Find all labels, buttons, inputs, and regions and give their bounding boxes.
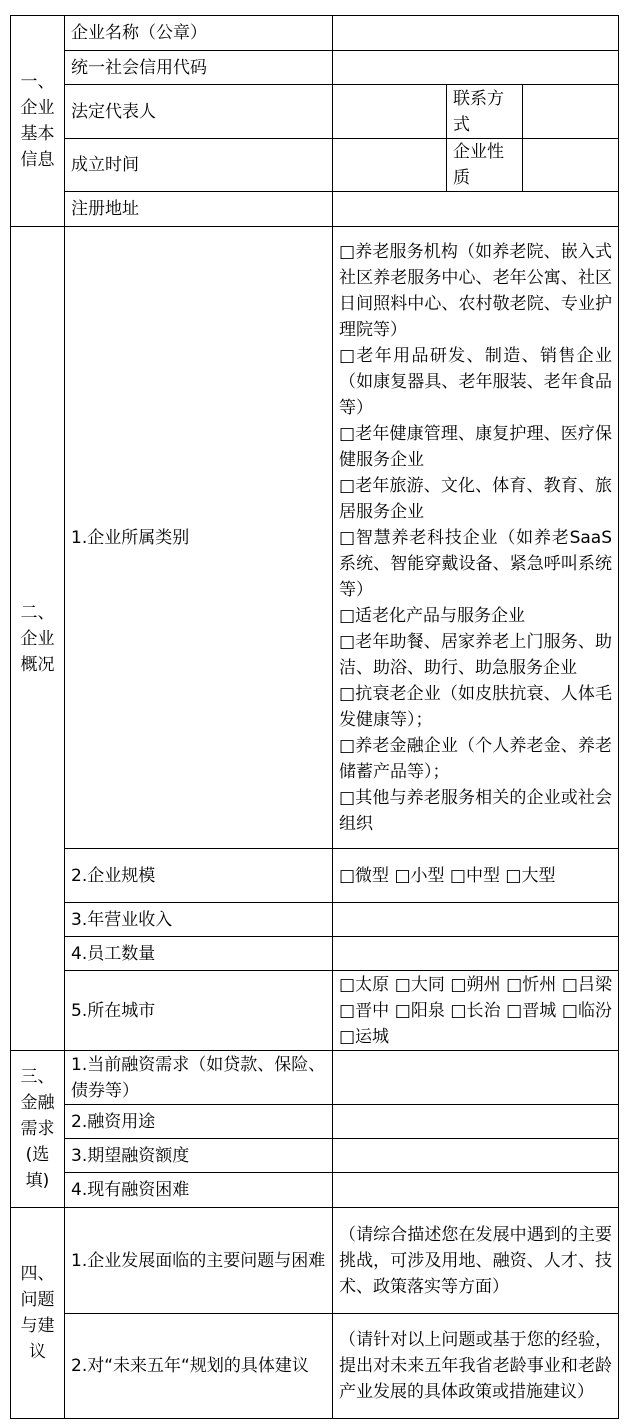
category-option[interactable]: □智慧养老科技企业（如养老SaaS系统、智能穿戴设备、紧急呼叫系统等） bbox=[339, 527, 613, 600]
nature-field[interactable] bbox=[523, 139, 619, 192]
section2-title: 二、企业概况 bbox=[11, 227, 65, 1051]
category-label: 1.企业所属类别 bbox=[65, 227, 333, 849]
finance-difficulty-label: 4.现有融资困难 bbox=[65, 1173, 333, 1208]
category-option[interactable]: □老年助餐、居家养老上门服务、助洁、助浴、助行、助急服务企业 bbox=[339, 631, 613, 678]
suggest-field[interactable] bbox=[333, 1314, 619, 1419]
problem-label: 1.企业发展面临的主要问题与困难 bbox=[65, 1208, 333, 1314]
contact-label: 联系方式 bbox=[447, 85, 523, 139]
category-options bbox=[333, 227, 619, 849]
city-options[interactable]: □太原 □大同 □朔州 □忻州 □吕梁 □晋中 □阳泉 □长治 □晋城 □临汾 □运城 bbox=[333, 971, 619, 1051]
finance-amount-field[interactable] bbox=[333, 1139, 619, 1173]
problem-field[interactable] bbox=[333, 1208, 619, 1314]
employees-field[interactable] bbox=[333, 937, 619, 971]
contact-field[interactable] bbox=[523, 85, 619, 139]
category-option[interactable]: □老年健康管理、康复护理、医疗保健服务企业 bbox=[339, 423, 613, 470]
finance-need-label: 1.当前融资需求（如贷款、保险、债券等） bbox=[65, 1051, 333, 1105]
problem-hint: （请综合描述您在发展中遇到的主要挑战，可涉及用地、融资、人才、技术、政策落实等方面） bbox=[339, 1224, 613, 1297]
company-name-field[interactable] bbox=[333, 16, 619, 51]
revenue-field[interactable] bbox=[333, 903, 619, 937]
category-option[interactable]: □抗衰老企业（如皮肤抗衰、人体毛发健康等）； bbox=[339, 683, 613, 730]
category-option[interactable]: □养老金融企业（个人养老金、养老储蓄产品等）； bbox=[339, 735, 613, 782]
legal-rep-field[interactable] bbox=[333, 85, 447, 139]
section3-title: 三、金融需求(选填) bbox=[11, 1051, 65, 1208]
founded-field[interactable] bbox=[333, 139, 447, 192]
scale-options[interactable]: □微型 □小型 □中型 □大型 bbox=[333, 849, 619, 903]
enterprise-info-form bbox=[10, 15, 619, 1419]
category-option[interactable]: □老年旅游、文化、体育、教育、旅居服务企业 bbox=[339, 475, 613, 522]
city-label: 5.所在城市 bbox=[65, 971, 333, 1051]
scale-label: 2.企业规模 bbox=[65, 849, 333, 903]
finance-use-label: 2.融资用途 bbox=[65, 1105, 333, 1139]
credit-code-field[interactable] bbox=[333, 51, 619, 85]
employees-label: 4.员工数量 bbox=[65, 937, 333, 971]
nature-label: 企业性质 bbox=[447, 139, 523, 192]
category-option[interactable]: □其他与养老服务相关的企业或社会组织 bbox=[339, 787, 613, 834]
finance-need-field[interactable] bbox=[333, 1051, 619, 1105]
legal-rep-label: 法定代表人 bbox=[65, 85, 333, 139]
category-option[interactable]: □养老服务机构（如养老院、嵌入式社区养老服务中心、老年公寓、社区日间照料中心、农村敬老院、专业护理院等） bbox=[339, 241, 613, 340]
revenue-label: 3.年营业收入 bbox=[65, 903, 333, 937]
suggest-label: 2.对“未来五年“规划的具体建议 bbox=[65, 1314, 333, 1419]
section1-title: 一、企业基本信息 bbox=[11, 16, 65, 227]
credit-code-label: 统一社会信用代码 bbox=[65, 51, 333, 85]
address-label: 注册地址 bbox=[65, 192, 333, 227]
finance-difficulty-field[interactable] bbox=[333, 1173, 619, 1208]
section4-title: 四、问题与建议 bbox=[11, 1208, 65, 1419]
finance-amount-label: 3.期望融资额度 bbox=[65, 1139, 333, 1173]
suggest-hint: （请针对以上问题或基于您的经验，提出对未来五年我省老龄事业和老龄产业发展的具体政策或措施建议） bbox=[339, 1330, 613, 1402]
category-option[interactable]: □老年用品研发、制造、销售企业（如康复器具、老年服装、老年食品等） bbox=[339, 345, 613, 418]
finance-use-field[interactable] bbox=[333, 1105, 619, 1139]
founded-label: 成立时间 bbox=[65, 139, 333, 192]
category-option[interactable]: □适老化产品与服务企业 bbox=[339, 605, 526, 626]
address-field[interactable] bbox=[333, 192, 619, 227]
company-name-label: 企业名称（公章） bbox=[65, 16, 333, 51]
